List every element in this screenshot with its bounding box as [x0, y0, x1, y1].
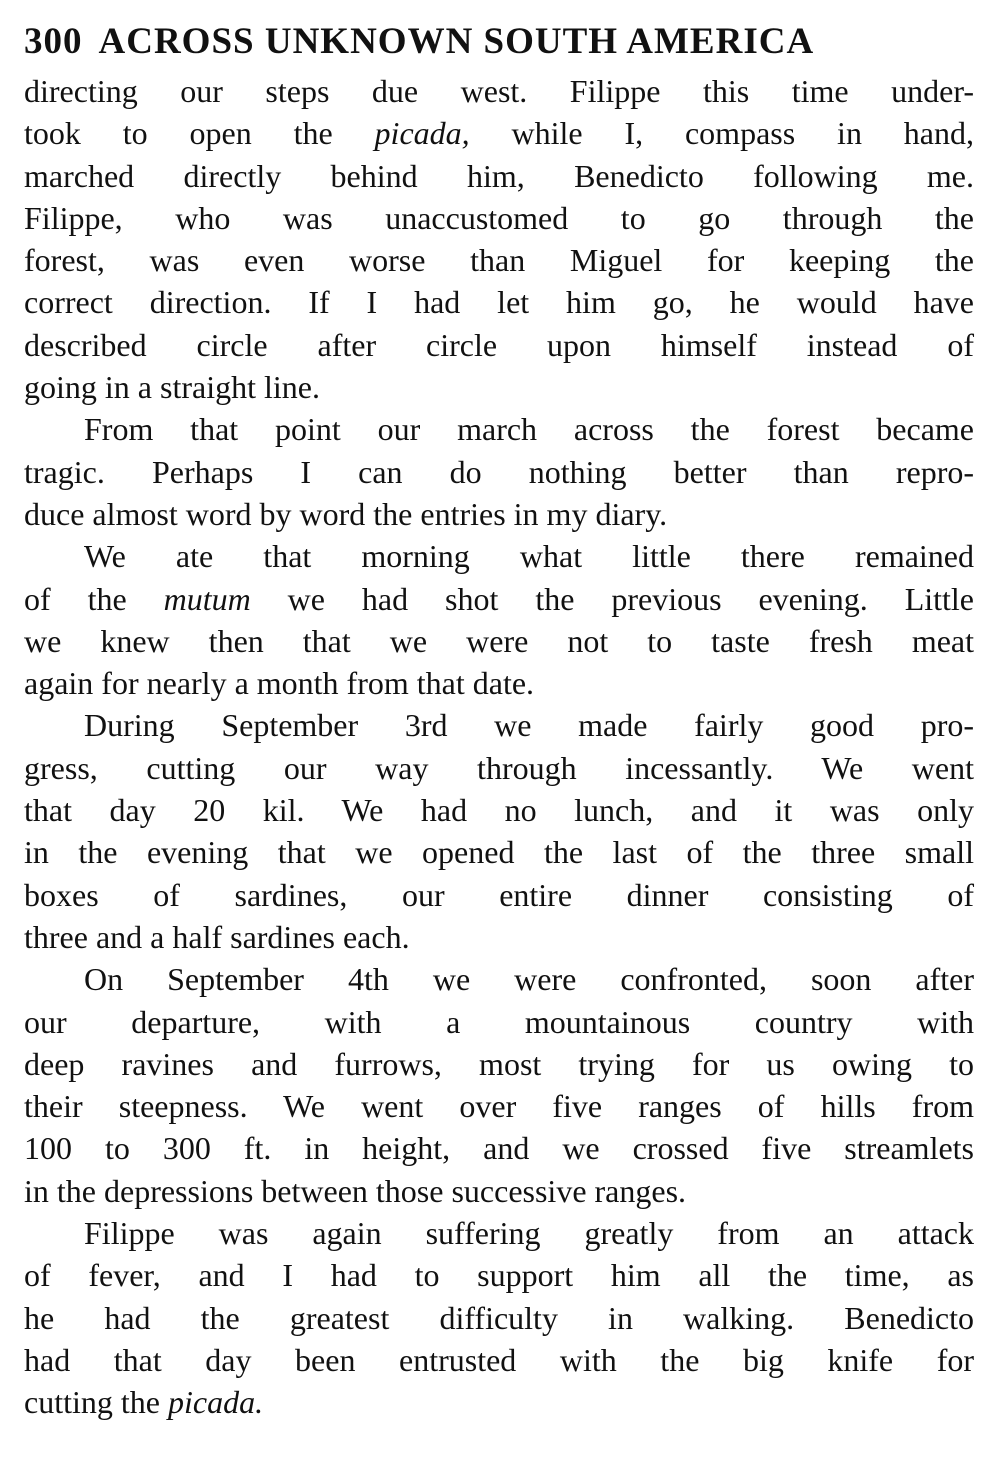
text-line: [24, 704, 974, 746]
text-segment: in the depressions between those successive ranges.: [24, 1172, 687, 1209]
running-title: ACROSS UNKNOWN SOUTH AMERICA: [98, 21, 815, 62]
italic-term: picada,: [374, 115, 470, 152]
text-segment: of the: [24, 580, 164, 617]
text-segment: our departure, with a mountainous country with: [24, 1003, 974, 1040]
text-line: [24, 493, 974, 535]
text-line: [24, 1297, 974, 1339]
text-line: [24, 831, 974, 873]
text-segment: forest, was even worse than Miguel for keeping the: [24, 242, 974, 279]
text-line: [24, 1043, 974, 1085]
text-segment: going in a straight line.: [24, 369, 320, 406]
italic-term: mutum: [163, 580, 251, 617]
text-line: [24, 958, 974, 1000]
text-line: [24, 620, 974, 662]
text-segment: Filippe was again suffering greatly from an attack: [84, 1215, 974, 1252]
text-line: [24, 408, 974, 450]
text-segment: their steepness. We went over five ranges of hills from: [24, 1088, 974, 1125]
text-line: [24, 366, 974, 408]
page-number: 300: [24, 21, 83, 62]
text-segment: while I, compass in hand,: [469, 115, 975, 152]
running-header: [24, 14, 974, 70]
text-segment: 100 to 300 ft. in height, and we crossed five streamlets: [24, 1130, 974, 1167]
text-segment: deep ravines and furrows, most trying for us owing to: [24, 1045, 974, 1082]
text-segment: directing our steps due west. Filippe this time under-: [24, 73, 974, 109]
text-segment: he had the greatest difficulty in walking. Benedicto: [24, 1299, 974, 1336]
text-line: [24, 916, 974, 958]
text-line: [24, 747, 974, 789]
text-segment: boxes of sardines, our entire dinner consisting of: [24, 876, 974, 913]
text-line: [24, 112, 974, 154]
text-segment: again for nearly a month from that date.: [24, 665, 535, 702]
text-segment: We ate that morning what little there remained: [84, 538, 974, 575]
text-line: [24, 1001, 974, 1043]
text-line: [24, 874, 974, 916]
text-segment: From that point our march across the forest became: [84, 411, 974, 448]
italic-term: picada.: [167, 1384, 264, 1421]
text-line: [24, 662, 974, 704]
text-line: [24, 789, 974, 831]
text-line: [24, 1254, 974, 1296]
text-line: [24, 197, 974, 239]
text-line: [24, 1381, 974, 1423]
text-segment: During September 3rd we made fairly good pro-: [84, 707, 974, 744]
text-line: [24, 1085, 974, 1127]
text-segment: described circle after circle upon himself instead of: [24, 326, 974, 363]
text-segment: correct direction. If I had let him go, he would have: [24, 284, 974, 321]
text-line: [24, 324, 974, 366]
text-line: [24, 70, 974, 112]
text-line: [24, 535, 974, 577]
text-line: [24, 1339, 974, 1381]
text-segment: in the evening that we opened the last of the three small: [24, 834, 974, 871]
text-line: [24, 281, 974, 323]
text-segment: marched directly behind him, Benedicto following me.: [24, 157, 974, 194]
text-segment: we knew then that we were not to taste fresh meat: [24, 622, 974, 659]
text-segment: three and a half sardines each.: [24, 918, 410, 955]
text-segment: duce almost word by word the entries in my diary.: [24, 495, 668, 532]
text-line: [24, 1170, 974, 1212]
text-segment: we had shot the previous evening. Little: [250, 580, 975, 617]
text-segment: On September 4th we were confronted, soon after: [84, 961, 974, 998]
text-segment: Filippe, who was unaccustomed to go through the: [24, 199, 974, 236]
text-line: [24, 155, 974, 197]
text-segment: of fever, and I had to support him all the time, as: [24, 1257, 974, 1294]
body-text: [24, 70, 974, 1424]
text-segment: tragic. Perhaps I can do nothing better than repro-: [24, 453, 974, 490]
text-segment: took to open the: [24, 115, 375, 152]
text-segment: had that day been entrusted with the big knife for: [24, 1341, 974, 1378]
text-segment: that day 20 kil. We had no lunch, and it was only: [24, 792, 974, 829]
text-segment: cutting the: [24, 1384, 168, 1421]
text-line: [24, 1127, 974, 1169]
text-line: [24, 239, 974, 281]
text-line: [24, 451, 974, 493]
text-segment: gress, cutting our way through incessantly. We went: [24, 749, 974, 786]
text-line: [24, 578, 974, 620]
text-line: [24, 1212, 974, 1254]
